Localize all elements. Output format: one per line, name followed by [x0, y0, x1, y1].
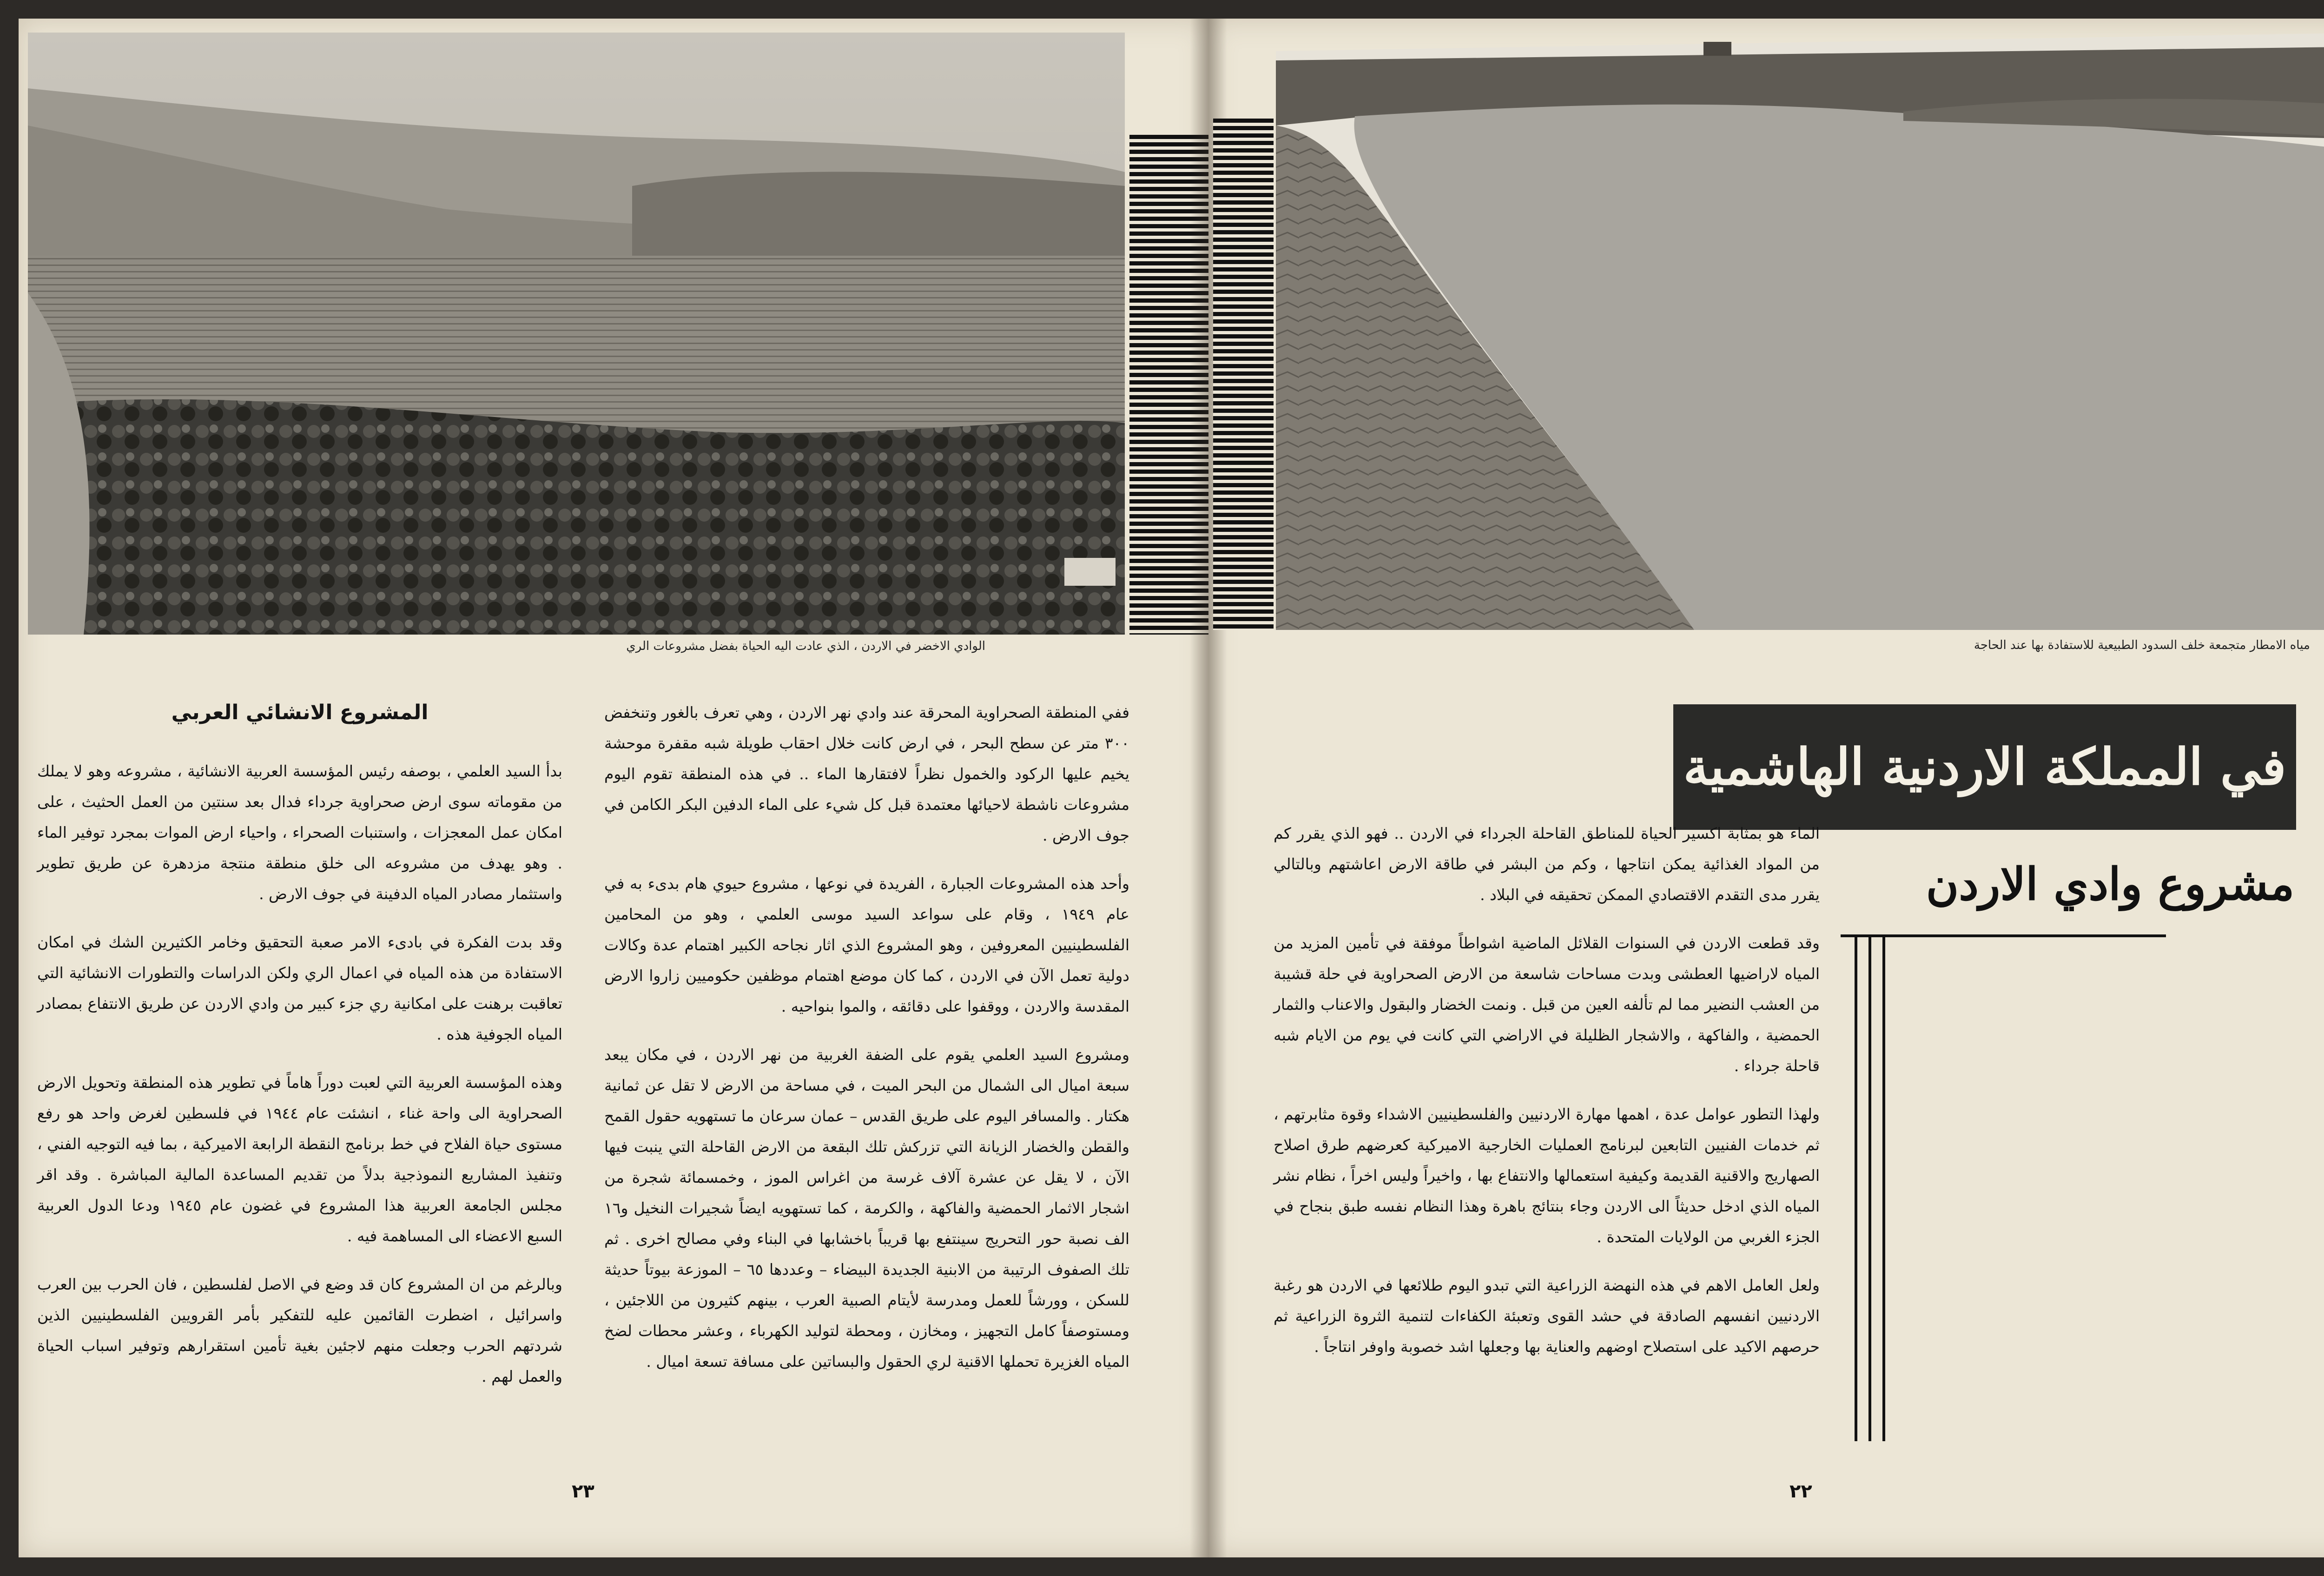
page-number-right: ٢٢	[1789, 1481, 1812, 1502]
paragraph: ولعل العامل الاهم في هذه النهضة الزراعية التي تبدو اليوم طلائعها في الاردن هو رغبة الاردنيين انفسهم الصادقة في حشد القوى وتعبئة الكفاءات لتنمية الثروة الزراعية ثم حرصهم الاكيد على استصلاح اوضهم والعناية بها وجعلها اشد خصوبة واوفر انتاجاً .	[1274, 1276, 1820, 1356]
left-photo-caption: الوادي الاخضر في الاردن ، الذي عادت اليه الحياة بفضل مشروعات الري	[626, 639, 985, 653]
frame-rule-horizontal	[1841, 934, 2166, 937]
green-valley-photo	[28, 33, 1125, 635]
paragraph: وقد قطعت الاردن في السنوات القلائل الماضية اشواطاً موفقة في تأمين المزيد من المياه لاراضيها العطشى وبدت مساحات شاسعة من الارض الصحراوية في حلة قشيبة من العشب النضير مما لم تألفه العين من قبل . ونمت الخضار والبقول والاعناب والثمار الحمضية ، والفاكهة ، والاشجار الظليلة في الاراضي التي كانت في يوم من الايام شبه قاحلة جرداء .	[1274, 934, 1820, 1075]
paragraph: وأحد هذه المشروعات الجبارة ، الفريدة في نوعها ، مشروع حيوي هام بدىء به في عام ١٩٤٩ ، وقام على سواعد السيد موسى العلمي ، وهو من المحامين الفلسطينيين المعروفين ، وهو المشروع الذي اثار نجاحه الكبير اهتمام عدة وكالات دولية تعمل الآن في الاردن ، كما كان موضع اهتمام موظفين حكوميين زاروا الارض المقدسة والاردن ، ووقفوا على دقائقه ، والموا بنواحيه .	[604, 874, 1129, 1015]
left-page-column-right	[604, 697, 1129, 1488]
frame-rule-vertical-1	[1855, 934, 1857, 1441]
paragraph: ففي المنطقة الصحراوية المحرقة عند وادي نهر الاردن ، وهي تعرف بالغور وتنخفض ٣٠٠ متر عن سطح البحر ، في ارض كانت خلال احقاب طويلة شبه مقفرة موحشة يخيم عليها الركود والخمول نظراً لافتقارها الماء .. في هذه المنطقة تقوم اليوم مشروعات ناشطة لاحيائها معتمدة قبل كل شيء على الماء الدفين البكر الكامن في جوف الارض .	[604, 703, 1129, 844]
decorative-stripes-right	[1213, 119, 1274, 630]
article-subtitle: مشروع وادي الاردن	[1926, 858, 2295, 910]
frame-rule-vertical-2	[1868, 934, 1871, 1441]
frame-rule-vertical-3	[1882, 934, 1885, 1441]
paragraph: بدأ السيد العلمي ، بوصفه رئيس المؤسسة العربية الانشائية ، مشروعه وهو لا يملك من مقوماته سوى ارض صحراوية جرداء فدال بعد سنتين من العمل الحثيث ، على امكان عمل المعجزات ، واستنبات الصحراء ، واحياء ارض الموات بمجرد توفير الماء . وهو يهدف من مشروعه الى خلق منطقة منتجة مزدهرة عن طريق تطوير واستثمار مصادر المياه الدفينة في جوف الارض .	[37, 762, 562, 903]
reservoir-photo	[1276, 33, 2324, 630]
right-page-column	[1274, 818, 1820, 1478]
paragraph: وقد بدت الفكرة في بادىء الامر صعبة التحقيق وخامر الكثيرين الشك في امكان الاستفادة من هذه المياه في اعمال الري ولكن الدراسات والتطورات الانشائية التي تعاقبت برهنت على امكانية ري جزء كبير من وادي الاردن عن طريق الانتفاع بمصادر المياه الجوفية هذه .	[37, 933, 562, 1043]
section-heading: المشروع الانشائي العربي	[171, 701, 429, 724]
paragraph: ومشروع السيد العلمي يقوم على الضفة الغربية من نهر الاردن ، في مكان يبعد سبعة اميال الى الشمال من البحر الميت ، في مساحة من الارض لا تقل عن ثمانية هكتار . والمسافر اليوم على طريق القدس – عمان سرعان ما تستهويه حقول القمح والقطن والخضار الزيانة التي تزركش تلك البقعة من الارض القاحلة التي ينبت فيها الآن ، لا يقل عن عشرة آلاف غرسة من اغراس الموز ، وخمسمائة شجرة من اشجار الاثمار الحمضية والفاكهة ، والكرمة ، كما تستهويه ايضاً شجيرات النخيل و١٦ الف نصبة حور التحريج سينتفع بها قريباً باخشابها في البناء وفي مصالح اخرى . ثم تلك الصفوف الرتيبة من الابنية الجديدة البيضاء – وعددها ٦٥ – الموزعة بيوتاً حديثة للسكن ، وورشاً للعمل ومدرسة لأيتام الصبية العرب ، بينهم كثيرون من اللاجئين ، ومستوصفاً كامل التجهيز ، ومخازن ، ومحطة لتوليد الكهرباء ، وعشر محطات لضخ المياه الغزيرة تحملها الاقنية لري الحقول والبساتين على مسافة تسعة اميال .	[604, 1046, 1129, 1371]
left-page-column-left	[37, 697, 562, 1488]
page-number-left: ٢٣	[572, 1481, 594, 1502]
paragraph: ولهذا التطور عوامل عدة ، اهمها مهارة الاردنيين والفلسطينيين الاشداء وقوة مثابرتهم ، ثم خدمات الفنيين التابعين لبرنامج العمليات الخارجية الاميركية كعرضهم طرق اصلاح الصهاريج والاقنية القديمة وكيفية استعمالها والانتفاع بها ، واخيراً وليس اخراً ، نظام نشر المياه الذي ادخل حديثاً الى الاردن وجاء بنتائج باهرة وهذا النظام نفسه طبق بنجاح في الجزء الغربي من الولايات المتحدة .	[1274, 1105, 1820, 1246]
green-valley-image	[28, 33, 1125, 635]
right-photo-caption: مياه الامطار متجمعة خلف السدود الطبيعية للاستفادة بها عند الحاجة	[1974, 638, 2310, 652]
paragraph: الماء هو بمثابة اكسير الحياة للمناطق القاحلة الجرداء في الاردن .. فهو الذي يقرر كم من المواد الغذائية يمكن انتاجها ، وكم من البشر في طاقة الارض اعاشتهم وبالتالي يقرر مدى التقدم الاقتصادي الممكن تحقيقه في البلاد .	[1274, 824, 1820, 904]
paragraph: وبالرغم من ان المشروع كان قد وضع في الاصل لفلسطين ، فان الحرب بين العرب واسرائيل ، اضطرت القائمين عليه للتفكير بأمر القرويين الفلسطينيين الذين شردتهم الحرب وجعلت منهم لاجئين بغية تأمين استقرارهم وتوفير اسباب الحياة والعمل لهم .	[37, 1275, 562, 1385]
article-title: في المملكة الاردنية الهاشمية	[1673, 704, 2296, 830]
reservoir-image	[1276, 33, 2324, 630]
paragraph: وهذه المؤسسة العربية التي لعبت دوراً هاماً في تطوير هذه المنطقة وتحويل الارض الصحراوية الى واحة غناء ، انشئت عام ١٩٤٤ في فلسطين لغرض واحد هو رفع مستوى حياة الفلاح في خط برنامج النقطة الرابعة الاميركية ، بما فيه التوجيه الفني ، وتنفيذ المشاريع النموذجية بدلاً من تقديم المساعدة المالية المباشرة . وقد اقر مجلس الجامعة العربية هذا المشروع في غضون عام ١٩٤٥ ودعا الدول العربية السبع الاعضاء الى المساهمة فيه .	[37, 1073, 562, 1245]
